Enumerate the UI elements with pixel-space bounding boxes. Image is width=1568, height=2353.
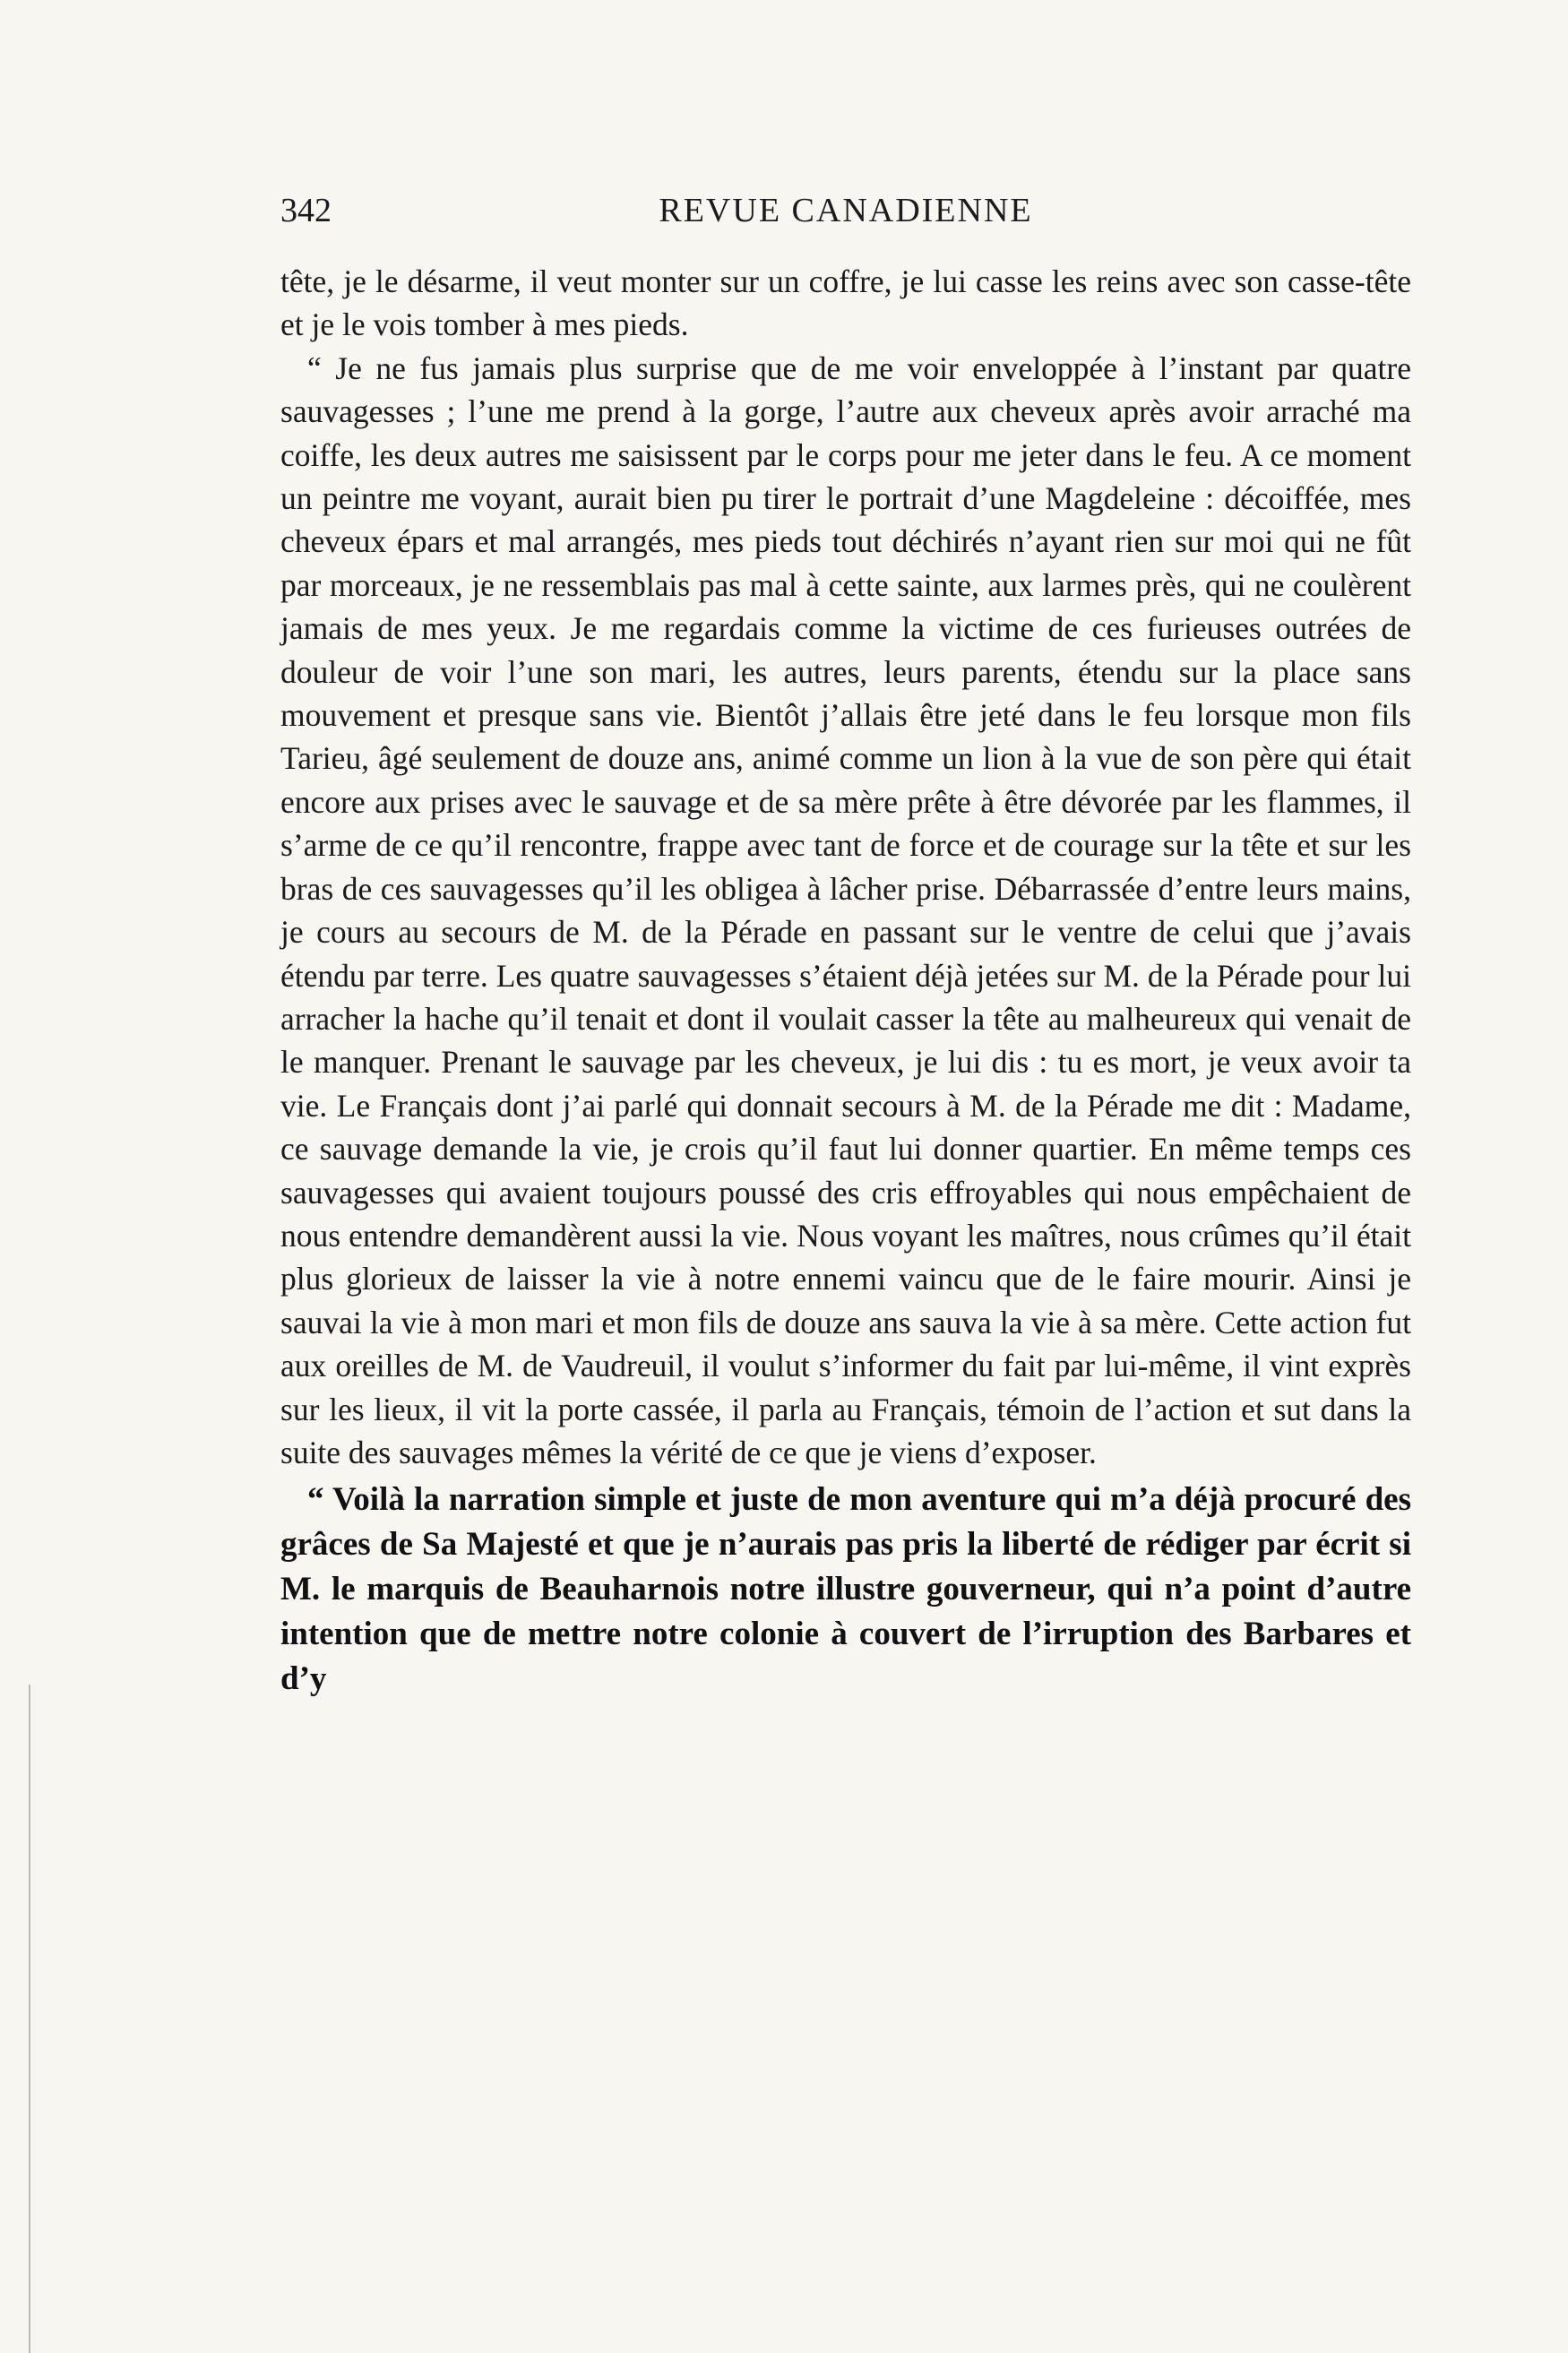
running-title: REVUE CANADIENNE bbox=[659, 192, 1033, 229]
paragraph-closing: “ Voilà la narration simple et juste de mon aventure qui m’a déjà procuré des grâces de Sa Majesté et que je n’aurais pas pris la liberté de rédiger par écrit si M. le marquis de Beauharnois notre illustre gouverneur, qui n’a point d’autre intention que de mettre notre colonie à couvert de l’irruption des Barbares et d’y bbox=[280, 1481, 1411, 1698]
scan-edge-line bbox=[29, 1685, 30, 2353]
body-text bbox=[280, 260, 1411, 1702]
page-header bbox=[280, 184, 1411, 237]
page-number: 342 bbox=[280, 192, 332, 229]
paragraph-continuation: tête, je le désarme, il veut monter sur un coffre, je lui casse les reins avec son casse-tête et je le vois tomber à mes pieds. bbox=[280, 263, 1411, 343]
paragraph-narrative: “ Je ne fus jamais plus surprise que de me voir enveloppée à l’instant par quatre sauvagesses ; l’une me prend à la gorge, l’autre aux cheveux après avoir arraché ma coiffe, les deux autres me saisissent par le corps pour me jeter dans le feu. A ce moment un peintre me voyant, aurait bien pu tirer le portrait d’une Magdeleine : décoiffée, mes cheveux épars et mal arrangés, mes pieds tout déchirés n’ayant rien sur moi qui ne fût par morceaux, je ne ressemblais pas mal à cette sainte, aux larmes près, qui ne coulèrent jamais de mes yeux. Je me regardais comme la victime de ces furieuses outrées de douleur de voir l’une son mari, les autres, leurs parents, étendu sur la place sans mouvement et presque sans vie. Bientôt j’allais être jeté dans le feu lorsque mon fils Tarieu, âgé seulement de douze ans, animé comme un lion à la vue de son père qui était encore aux prises avec le sauvage et de sa mère prête à être dévorée par les flammes, il s’arme de ce qu’il rencontre, frappe avec tant de force et de courage sur la tête et sur les bras de ces sauvagesses qu’il les obligea à lâcher prise. Débarrassée d’entre leurs mains, je cours au secours de M. de la Pérade en passant sur le ventre de celui que j’avais étendu par terre. Les quatre sauvagesses s’étaient déjà jetées sur M. de la Pérade pour lui arracher la hache qu’il tenait et dont il voulait casser la tête au malheureux qui venait de le manquer. Prenant le sauvage par les cheveux, je lui dis : tu es mort, je veux avoir ta vie. Le Français dont j’ai parlé qui donnait secours à M. de la Pérade me dit : Madame, ce sauvage demande la vie, je crois qu’il faut lui donner quartier. En même temps ces sauvagesses qui avaient toujours poussé des cris effroyables qui nous empêchaient de nous entendre demandèrent aussi la vie. Nous voyant les maîtres, nous crûmes qu’il était plus glorieux de laisser la vie à notre ennemi vaincu que de le faire mourir. Ainsi je sauvai la vie à mon mari et mon fils de douze ans sauva la vie à sa mère. Cette action fut aux oreilles de M. de Vaudreuil, il voulut s’informer du fait par lui-même, il vint exprès sur les lieux, il vit la porte cassée, il parla au Français, témoin de l’action et sut dans la suite des sauvages mêmes la vérité de ce que je viens d’exposer. bbox=[280, 349, 1411, 1470]
